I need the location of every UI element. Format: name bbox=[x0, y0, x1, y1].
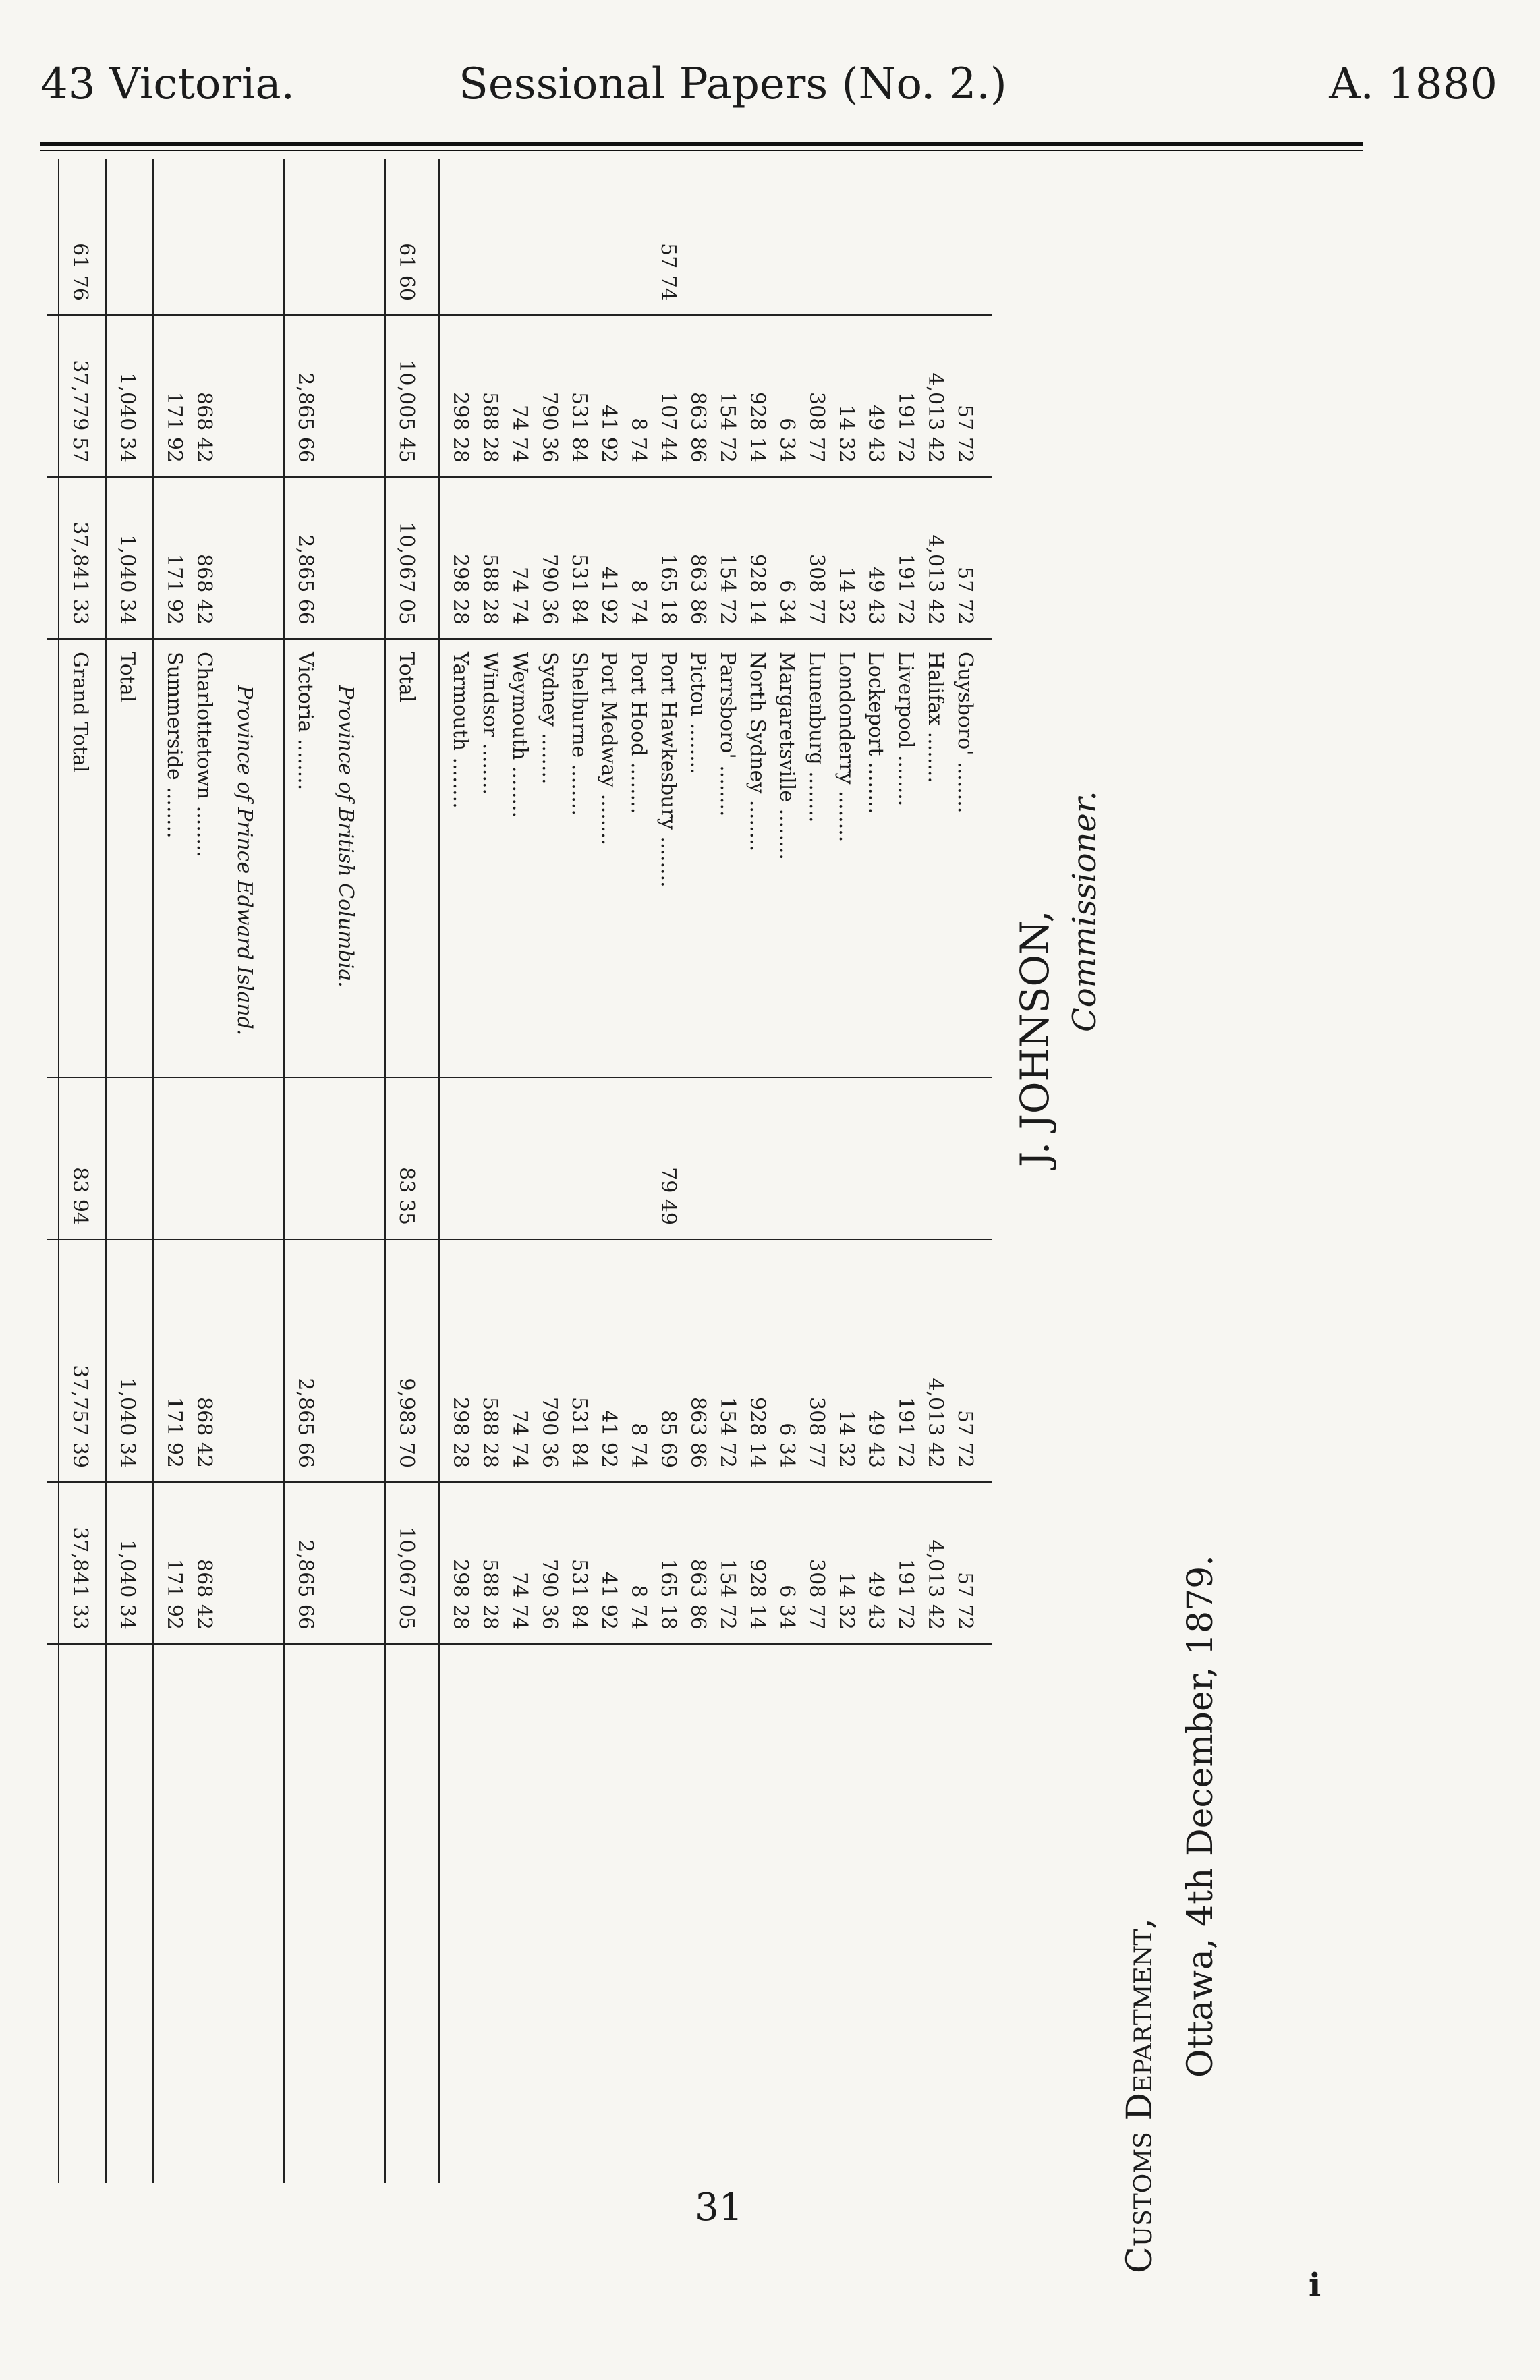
amount-cell: 790 36 bbox=[538, 554, 561, 625]
amount-cell: 165 18 bbox=[656, 554, 680, 625]
amount-cell: 863 86 bbox=[686, 554, 710, 625]
amount-cell: 49 43 bbox=[864, 567, 888, 625]
amount-cell: 2,865 66 bbox=[293, 372, 317, 463]
amount-cell: 49 43 bbox=[864, 1410, 888, 1468]
amount-cell: 171 92 bbox=[163, 554, 186, 625]
port-name: Port Hawkesbury ........ bbox=[656, 652, 680, 888]
amount-cell: 6 34 bbox=[775, 579, 799, 625]
amount-cell: 928 14 bbox=[745, 1397, 769, 1468]
amount-cell: 531 84 bbox=[567, 554, 591, 625]
table-row bbox=[862, 159, 889, 2183]
amount-cell: 298 28 bbox=[449, 1559, 472, 1630]
port-name: Lunenburg ........ bbox=[805, 652, 828, 823]
amount-cell: 83 35 bbox=[395, 1167, 418, 1225]
amount-cell: 531 84 bbox=[567, 1397, 591, 1468]
table-row bbox=[714, 159, 741, 2183]
port-name: Port Hood ........ bbox=[627, 652, 650, 814]
amount-cell: 790 36 bbox=[538, 1559, 561, 1630]
rotated-table bbox=[47, 159, 992, 2183]
page-number: 31 bbox=[695, 2186, 743, 2230]
amount-cell: 2,865 66 bbox=[293, 1539, 317, 1630]
amount-cell: 83 94 bbox=[68, 1167, 92, 1225]
table-row bbox=[803, 159, 830, 2183]
header-year: A. 1880 bbox=[1329, 59, 1498, 109]
amount-cell: 588 28 bbox=[478, 392, 502, 463]
amount-cell: 107 44 bbox=[656, 392, 680, 463]
port-name: Shelburne ........ bbox=[567, 652, 591, 816]
amount-cell: 10,067 05 bbox=[395, 1527, 418, 1630]
table-row bbox=[291, 159, 318, 2183]
amount-cell: 154 72 bbox=[716, 554, 739, 625]
port-name: Halifax ........ bbox=[923, 652, 947, 783]
port-name: Guysboro' ........ bbox=[953, 652, 977, 814]
port-name: Margaretsville ........ bbox=[775, 652, 799, 860]
table-row bbox=[921, 159, 948, 2183]
amount-cell: 531 84 bbox=[567, 1559, 591, 1630]
table-row bbox=[625, 159, 652, 2183]
amount-cell: 191 72 bbox=[894, 1397, 917, 1468]
table-row bbox=[832, 159, 859, 2183]
amount-cell: 10,005 45 bbox=[395, 360, 418, 463]
amount-cell: 928 14 bbox=[745, 1559, 769, 1630]
signatory-title: Commissioner. bbox=[1066, 791, 1104, 1032]
amount-cell: 14 32 bbox=[834, 405, 858, 463]
table-row bbox=[892, 159, 919, 2183]
amount-cell: 57 74 bbox=[656, 243, 680, 301]
amount-cell: 61 60 bbox=[395, 243, 418, 301]
amount-cell: 588 28 bbox=[478, 554, 502, 625]
amount-cell: 49 43 bbox=[864, 1572, 888, 1630]
table-row bbox=[506, 159, 533, 2183]
department-date: Ottawa, 4th December, 1879. bbox=[1180, 1555, 1221, 2078]
subtotal-rule bbox=[152, 159, 154, 2183]
page-mark: i bbox=[1309, 2267, 1321, 2304]
header-session: 43 Victoria. bbox=[40, 59, 295, 109]
total-row bbox=[393, 159, 420, 2183]
section-rule bbox=[283, 159, 285, 2183]
signatory-name: J. JOHNSON, bbox=[1012, 910, 1058, 1167]
header-title: Sessional Papers (No. 2.) bbox=[459, 59, 1007, 109]
province-heading-text: Province of British Columbia. bbox=[334, 685, 358, 988]
amount-cell: 9,983 70 bbox=[395, 1378, 418, 1468]
signature-block bbox=[1012, 506, 1120, 1181]
grand-total-row bbox=[66, 159, 93, 2183]
port-name: Weymouth ........ bbox=[508, 652, 532, 818]
port-name: Londonderry ........ bbox=[834, 652, 858, 843]
amount-cell: 61 76 bbox=[68, 243, 92, 301]
grand-total-rule bbox=[58, 159, 59, 2183]
amount-cell: 2,865 66 bbox=[293, 534, 317, 625]
amount-cell: 37,841 33 bbox=[68, 1527, 92, 1630]
amount-cell: 8 74 bbox=[627, 418, 650, 463]
port-name: Total bbox=[395, 652, 418, 703]
amount-cell: 928 14 bbox=[745, 554, 769, 625]
amount-cell: 1,040 34 bbox=[115, 372, 139, 463]
amount-cell: 165 18 bbox=[656, 1559, 680, 1630]
amount-cell: 863 86 bbox=[686, 1397, 710, 1468]
amount-cell: 37,757 39 bbox=[68, 1365, 92, 1468]
amount-cell: 4,013 42 bbox=[923, 372, 947, 463]
amount-cell: 171 92 bbox=[163, 1397, 186, 1468]
amount-cell: 298 28 bbox=[449, 1397, 472, 1468]
amount-cell: 6 34 bbox=[775, 1585, 799, 1630]
amount-cell: 171 92 bbox=[163, 1559, 186, 1630]
amount-cell: 74 74 bbox=[508, 1572, 532, 1630]
province-heading-text: Province of Prince Edward Island. bbox=[233, 685, 256, 1036]
port-name: Liverpool ........ bbox=[894, 652, 917, 807]
amount-cell: 74 74 bbox=[508, 567, 532, 625]
amount-cell: 868 42 bbox=[192, 1397, 216, 1468]
amount-cell: 41 92 bbox=[597, 567, 621, 625]
table-row bbox=[476, 159, 503, 2183]
amount-cell: 41 92 bbox=[597, 1572, 621, 1630]
amount-cell: 863 86 bbox=[686, 392, 710, 463]
amount-cell: 531 84 bbox=[567, 392, 591, 463]
amount-cell: 4,013 42 bbox=[923, 534, 947, 625]
amount-cell: 154 72 bbox=[716, 1397, 739, 1468]
amount-cell: 10,067 05 bbox=[395, 521, 418, 625]
amount-cell: 588 28 bbox=[478, 1397, 502, 1468]
port-name: Yarmouth ........ bbox=[449, 652, 472, 809]
amount-cell: 1,040 34 bbox=[115, 534, 139, 625]
amount-cell: 868 42 bbox=[192, 1559, 216, 1630]
amount-cell: 154 72 bbox=[716, 1559, 739, 1630]
port-name: Summerside ........ bbox=[163, 652, 186, 839]
port-name: Charlottetown ........ bbox=[192, 652, 216, 857]
amount-cell: 191 72 bbox=[894, 554, 917, 625]
amount-cell: 37,779 57 bbox=[68, 360, 92, 463]
amount-cell: 74 74 bbox=[508, 405, 532, 463]
amount-cell: 868 42 bbox=[192, 554, 216, 625]
header-rule-thick bbox=[40, 142, 1363, 146]
table-row bbox=[190, 159, 217, 2183]
port-name: Grand Total bbox=[68, 652, 92, 773]
port-name: Windsor ........ bbox=[478, 652, 502, 795]
amount-cell: 8 74 bbox=[627, 1585, 650, 1630]
page-header bbox=[40, 59, 1498, 127]
amount-cell: 171 92 bbox=[163, 392, 186, 463]
table-row bbox=[161, 159, 188, 2183]
amount-cell: 308 77 bbox=[805, 1559, 828, 1630]
department-block bbox=[1120, 1113, 1255, 2273]
amount-cell: 308 77 bbox=[805, 392, 828, 463]
amount-cell: 57 72 bbox=[953, 1572, 977, 1630]
amount-cell: 79 49 bbox=[656, 1167, 680, 1225]
amount-cell: 41 92 bbox=[597, 1410, 621, 1468]
amount-cell: 308 77 bbox=[805, 1397, 828, 1468]
amount-cell: 308 77 bbox=[805, 554, 828, 625]
amount-cell: 790 36 bbox=[538, 1397, 561, 1468]
amount-cell: 57 72 bbox=[953, 567, 977, 625]
port-name: Port Medway ........ bbox=[597, 652, 621, 845]
amount-cell: 191 72 bbox=[894, 392, 917, 463]
province-heading-bc bbox=[332, 159, 359, 2183]
amount-cell: 863 86 bbox=[686, 1559, 710, 1630]
table-row bbox=[536, 159, 563, 2183]
amount-cell: 14 32 bbox=[834, 1410, 858, 1468]
amount-cell: 588 28 bbox=[478, 1559, 502, 1630]
department-name: Customs Department, bbox=[1120, 1918, 1160, 2273]
amount-cell: 298 28 bbox=[449, 554, 472, 625]
amount-cell: 154 72 bbox=[716, 392, 739, 463]
amount-cell: 1,040 34 bbox=[115, 1539, 139, 1630]
table-row bbox=[743, 159, 770, 2183]
port-name: Lockeport ........ bbox=[864, 652, 888, 814]
amount-cell: 6 34 bbox=[775, 418, 799, 463]
amount-cell: 790 36 bbox=[538, 392, 561, 463]
amount-cell: 49 43 bbox=[864, 405, 888, 463]
amount-cell: 74 74 bbox=[508, 1410, 532, 1468]
port-name: Sydney ........ bbox=[538, 652, 561, 785]
amount-cell: 57 72 bbox=[953, 1410, 977, 1468]
header-rule-thin bbox=[40, 150, 1363, 151]
table-row bbox=[654, 159, 681, 2183]
amount-cell: 37,841 33 bbox=[68, 521, 92, 625]
port-name: Total bbox=[115, 652, 139, 703]
table-row bbox=[447, 159, 474, 2183]
amount-cell: 14 32 bbox=[834, 1572, 858, 1630]
amount-cell: 41 92 bbox=[597, 405, 621, 463]
table-row bbox=[565, 159, 592, 2183]
table-row bbox=[595, 159, 622, 2183]
amount-cell: 928 14 bbox=[745, 392, 769, 463]
amount-cell: 868 42 bbox=[192, 392, 216, 463]
amount-cell: 298 28 bbox=[449, 392, 472, 463]
amount-cell: 1,040 34 bbox=[115, 1378, 139, 1468]
table-row bbox=[773, 159, 800, 2183]
port-name: Victoria ........ bbox=[293, 652, 317, 791]
port-name: Parrsboro' ........ bbox=[716, 652, 739, 817]
amount-cell: 85 69 bbox=[656, 1410, 680, 1468]
amount-cell: 191 72 bbox=[894, 1559, 917, 1630]
port-name: Pictou ........ bbox=[686, 652, 710, 774]
amount-cell: 8 74 bbox=[627, 1423, 650, 1468]
customs-table bbox=[47, 159, 992, 2183]
amount-cell: 14 32 bbox=[834, 567, 858, 625]
amount-cell: 57 72 bbox=[953, 405, 977, 463]
amount-cell: 4,013 42 bbox=[923, 1378, 947, 1468]
amount-cell: 2,865 66 bbox=[293, 1378, 317, 1468]
table-row bbox=[951, 159, 978, 2183]
table-row bbox=[684, 159, 711, 2183]
total-row bbox=[113, 159, 140, 2183]
port-name: North Sydney ........ bbox=[745, 652, 769, 852]
amount-cell: 4,013 42 bbox=[923, 1539, 947, 1630]
total-rule bbox=[105, 159, 107, 2183]
total-rule bbox=[384, 159, 386, 2183]
subtotal-rule bbox=[438, 159, 440, 2183]
province-heading-pei bbox=[231, 159, 258, 2183]
amount-cell: 6 34 bbox=[775, 1423, 799, 1468]
amount-cell: 8 74 bbox=[627, 579, 650, 625]
